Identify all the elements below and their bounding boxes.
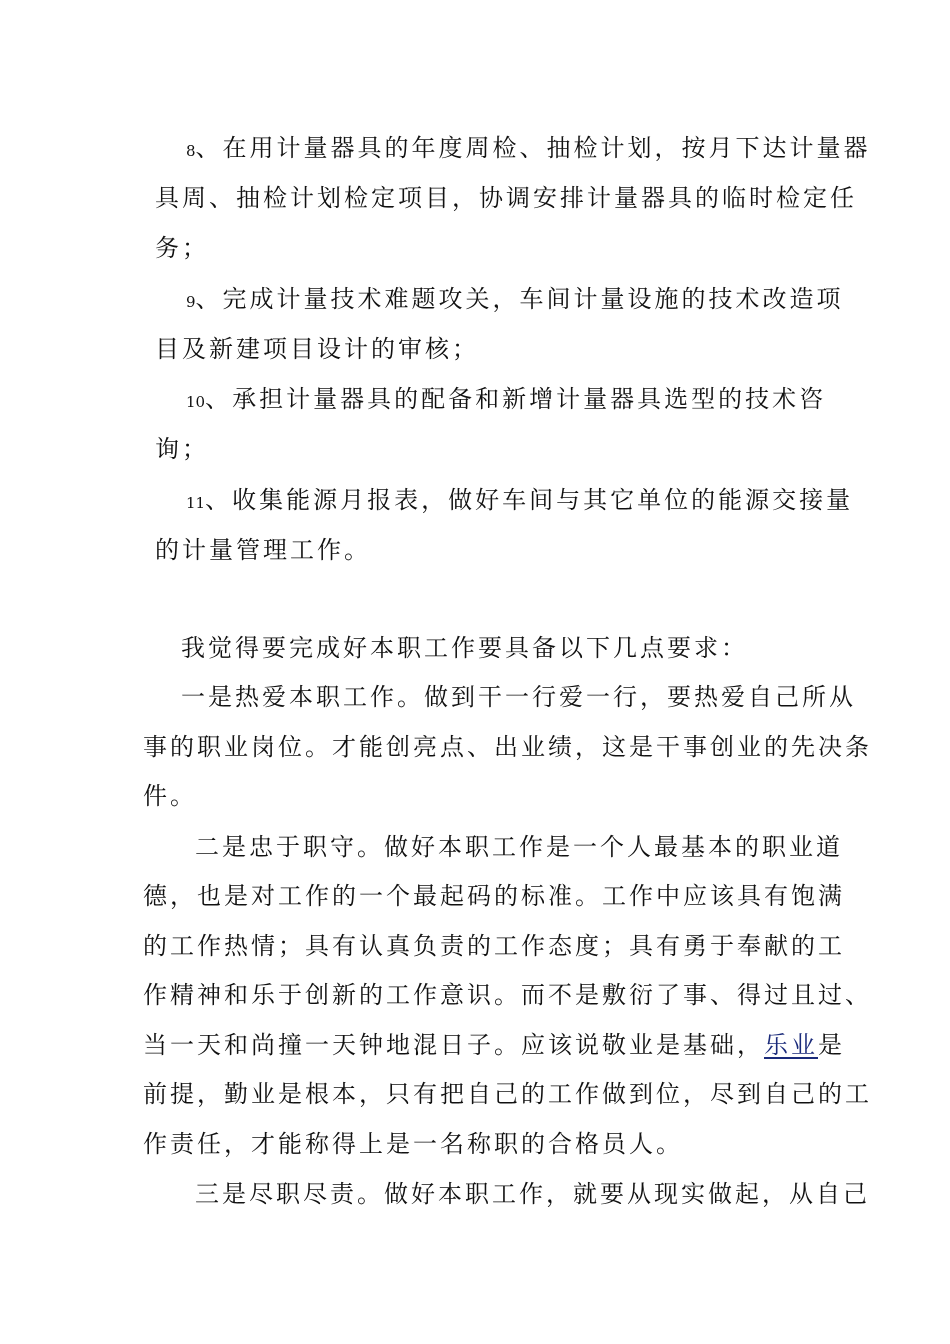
item-9-line-1 — [186, 283, 844, 318]
point-2-line-7: 作责任，才能称得上是一名称职的合格员人。 — [143, 1130, 683, 1158]
item-10-line-1 — [186, 383, 826, 418]
point-1-line-1: 一是热爱本职工作。做到干一行爱一行，要热爱自己所从 — [181, 683, 856, 711]
point-2-line-5 — [143, 1029, 845, 1061]
point-1-line-2: 事的职业岗位。才能创亮点、出业绩，这是干事创业的先决条 — [143, 733, 872, 761]
point-2-line-4: 作精神和乐于创新的工作意识。而不是敷衍了事、得过且过、 — [143, 981, 872, 1009]
item-10-text-1: 、承担计量器具的配备和新增计量器具选型的技术咨 — [205, 385, 827, 413]
point-1-line-3: 件。 — [143, 782, 197, 810]
item-8-line-1 — [186, 132, 871, 167]
item-11-line-1 — [186, 484, 853, 519]
point-3-line-1: 三是尽职尽责。做好本职工作，就要从现实做起，从自己 — [195, 1180, 870, 1208]
item-11-text-1: 、收集能源月报表，做好车间与其它单位的能源交接量 — [205, 486, 854, 514]
item-10-number: 10 — [186, 393, 206, 411]
item-8-line-3: 务； — [155, 234, 209, 262]
item-9-line-2: 目及新建项目设计的审核； — [155, 335, 479, 363]
item-10-line-2: 询； — [155, 435, 209, 463]
point-2-line-6: 前提，勤业是根本，只有把自己的工作做到位，尽到自己的工 — [143, 1080, 872, 1108]
point-2-line-2: 德，也是对工作的一个最起码的标准。工作中应该具有饱满 — [143, 882, 845, 910]
item-11-number: 11 — [186, 494, 206, 512]
item-9-number: 9 — [186, 293, 196, 311]
item-8-line-2: 具周、抽检计划检定项目，协调安排计量器具的临时检定任 — [155, 184, 857, 212]
item-11-line-2: 的计量管理工作。 — [155, 536, 371, 564]
item-9-text-1: 、完成计量技术难题攻关，车间计量设施的技术改造项 — [195, 285, 844, 313]
item-8-number: 8 — [186, 142, 196, 160]
item-8-text-1: 、在用计量器具的年度周检、抽检计划，按月下达计量器 — [195, 134, 871, 162]
leye-link[interactable]: 乐业 — [764, 1031, 818, 1059]
point-2-line-5-after: 是 — [818, 1031, 845, 1059]
requirements-intro: 我觉得要完成好本职工作要具备以下几点要求： — [181, 634, 748, 662]
point-2-line-5-before: 当一天和尚撞一天钟地混日子。应该说敬业是基础， — [143, 1031, 764, 1059]
point-2-line-3: 的工作热情；具有认真负责的工作态度；具有勇于奉献的工 — [143, 932, 845, 960]
point-2-line-1: 二是忠于职守。做好本职工作是一个人最基本的职业道 — [195, 833, 843, 861]
